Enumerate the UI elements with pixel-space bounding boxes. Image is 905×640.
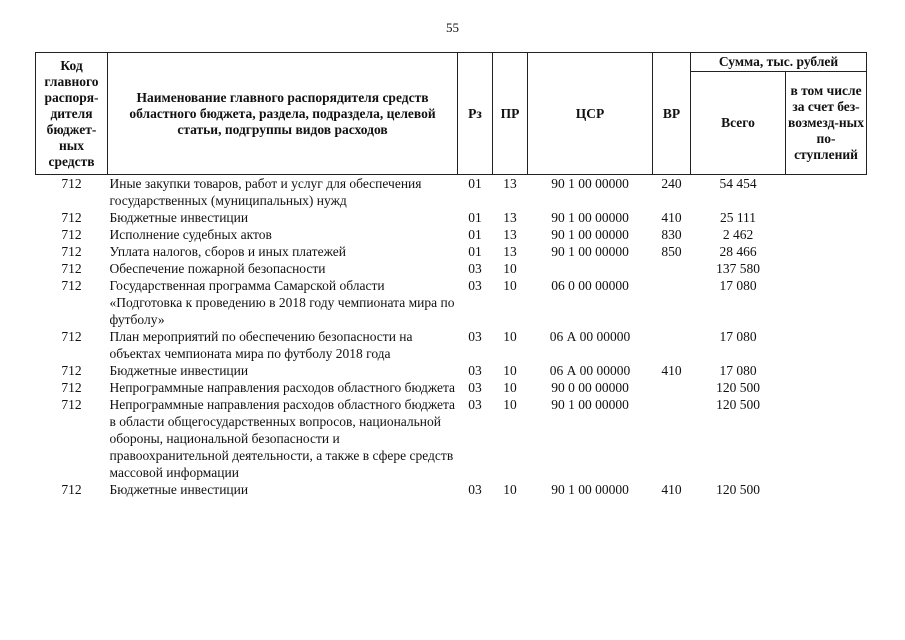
table-row: [36, 226, 867, 243]
table-row: [36, 396, 867, 481]
cell-code: 712: [61, 363, 82, 378]
cell-vr: [653, 328, 691, 362]
cell-name: Бюджетные инвестиции: [109, 363, 249, 378]
cell-rz: 03: [468, 261, 482, 276]
cell-code: 712: [61, 278, 82, 293]
table-row: [36, 175, 867, 210]
table-row: [36, 243, 867, 260]
cell-gratuitous: [786, 328, 867, 362]
cell-total: 28 466: [719, 244, 757, 259]
cell-csr: 90 0 00 00000: [551, 380, 629, 395]
cell-total: 54 454: [719, 176, 757, 191]
cell-vr: 240: [661, 176, 682, 191]
cell-csr: [528, 260, 653, 277]
cell-pr: 10: [503, 278, 517, 293]
cell-csr: 06 А 00 00000: [549, 329, 631, 344]
cell-total: 25 111: [719, 210, 757, 225]
cell-vr: 850: [661, 244, 682, 259]
cell-name: Иные закупки товаров, работ и услуг для обеспечения государственных (муниципальных) нужд: [109, 176, 422, 208]
cell-vr: [653, 260, 691, 277]
cell-vr: 830: [661, 227, 682, 242]
cell-code: 712: [61, 176, 82, 191]
table-row: [36, 277, 867, 328]
cell-code: 712: [61, 261, 82, 276]
cell-rz: 03: [468, 363, 482, 378]
cell-gratuitous: [786, 226, 867, 243]
table-row: [36, 362, 867, 379]
cell-total: 137 580: [716, 261, 760, 276]
cell-gratuitous: [786, 175, 867, 210]
cell-gratuitous: [786, 481, 867, 498]
cell-csr: 90 1 00 00000: [551, 397, 629, 412]
cell-pr: 10: [503, 397, 517, 412]
header-total: Всего: [691, 72, 786, 175]
cell-total: 17 080: [719, 363, 757, 378]
cell-pr: 10: [503, 482, 517, 497]
cell-vr: 410: [661, 363, 682, 378]
cell-gratuitous: [786, 260, 867, 277]
table-row: [36, 481, 867, 498]
cell-csr: 90 1 00 00000: [551, 244, 629, 259]
header-vr: ВР: [653, 53, 691, 175]
cell-vr: 410: [661, 210, 682, 225]
cell-code: 712: [61, 397, 82, 412]
cell-code: 712: [61, 210, 82, 225]
cell-gratuitous: [786, 379, 867, 396]
cell-csr: 90 1 00 00000: [551, 482, 629, 497]
page-number: 55: [446, 20, 459, 35]
cell-vr: 410: [661, 482, 682, 497]
cell-pr: 10: [503, 329, 517, 344]
header-name: Наименование главного распорядителя средств областного бюджета, раздела, подраздела, целевой статьи, подгруппы видов расходов: [108, 53, 458, 175]
cell-code: 712: [61, 482, 82, 497]
cell-csr: 90 1 00 00000: [551, 227, 629, 242]
cell-rz: 01: [468, 176, 482, 191]
cell-code: 712: [61, 380, 82, 395]
cell-total: 17 080: [719, 278, 757, 293]
cell-csr: 06 0 00 00000: [551, 278, 629, 293]
cell-name: Бюджетные инвестиции: [109, 482, 249, 497]
cell-csr: 90 1 00 00000: [551, 210, 629, 225]
cell-total: 120 500: [716, 380, 760, 395]
cell-pr: 10: [503, 363, 517, 378]
cell-name: Государственная программа Самарской области «Подготовка к проведению в 2018 году чемпионата мира по футболу»: [109, 278, 455, 327]
table-body: [36, 175, 867, 499]
header-pr: ПР: [493, 53, 528, 175]
cell-gratuitous: [786, 277, 867, 328]
table-row: [36, 260, 867, 277]
cell-gratuitous: [786, 362, 867, 379]
cell-name: Непрограммные направления расходов областного бюджета в области общегосударственных вопросов, национальной обороны, национальной безопасности и правоохранительной деятельности, а также в сфере средств массовой информации: [109, 397, 456, 480]
cell-code: 712: [61, 329, 82, 344]
cell-pr: 10: [503, 261, 517, 276]
header-gratuitous: в том числе за счет без-возмезд-ных по-ступлений: [786, 72, 867, 175]
cell-pr: 13: [503, 244, 517, 259]
cell-pr: 13: [503, 210, 517, 225]
cell-total: 120 500: [716, 482, 760, 497]
cell-code: 712: [61, 244, 82, 259]
cell-name: Бюджетные инвестиции: [109, 210, 249, 225]
cell-name: План мероприятий по обеспечению безопасности на объектах чемпионата мира по футболу 2018 года: [109, 329, 413, 361]
header-code: Код главного распоря-дителя бюджет-ных средств: [36, 53, 108, 175]
table-row: [36, 209, 867, 226]
cell-name: Обеспечение пожарной безопасности: [109, 261, 326, 276]
table-row: [36, 328, 867, 362]
cell-rz: 03: [468, 329, 482, 344]
cell-rz: 03: [468, 278, 482, 293]
cell-gratuitous: [786, 396, 867, 481]
cell-name: Исполнение судебных актов: [109, 227, 272, 242]
table-header: [36, 53, 867, 175]
cell-vr: [653, 379, 691, 396]
cell-rz: 03: [468, 380, 482, 395]
cell-total: 120 500: [716, 397, 760, 412]
cell-gratuitous: [786, 209, 867, 226]
cell-pr: 13: [503, 227, 517, 242]
cell-pr: 13: [503, 176, 517, 191]
cell-csr: 06 А 00 00000: [549, 363, 631, 378]
cell-rz: 01: [468, 210, 482, 225]
cell-rz: 01: [468, 227, 482, 242]
cell-code: 712: [61, 227, 82, 242]
cell-rz: 03: [468, 397, 482, 412]
cell-name: Непрограммные направления расходов областного бюджета: [109, 380, 456, 395]
budget-table: [35, 52, 867, 498]
cell-vr: [653, 396, 691, 481]
cell-total: 17 080: [719, 329, 757, 344]
header-rz: Рз: [458, 53, 493, 175]
table-row: [36, 379, 867, 396]
cell-csr: 90 1 00 00000: [551, 176, 629, 191]
header-sum: Сумма, тыс. рублей: [691, 53, 867, 72]
cell-name: Уплата налогов, сборов и иных платежей: [109, 244, 346, 259]
cell-rz: 01: [468, 244, 482, 259]
cell-total: 2 462: [722, 227, 754, 242]
cell-vr: [653, 277, 691, 328]
header-csr: ЦСР: [528, 53, 653, 175]
cell-gratuitous: [786, 243, 867, 260]
cell-pr: 10: [503, 380, 517, 395]
cell-rz: 03: [468, 482, 482, 497]
